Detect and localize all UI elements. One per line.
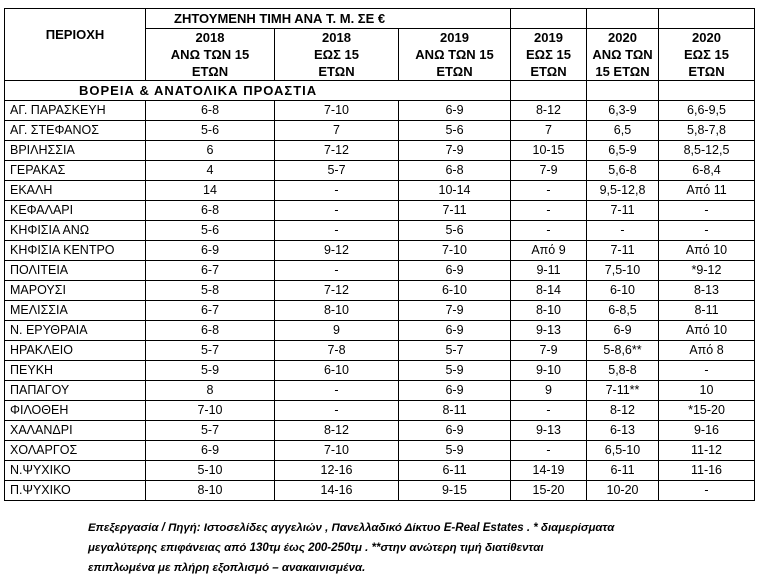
region-name: ΚΗΦΙΣΙΑ ΚΕΝΤΡΟ <box>5 241 146 261</box>
price-cell: 7-11 <box>587 241 659 261</box>
price-cell: 6-9 <box>146 441 275 461</box>
region-name: ΦΙΛΟΘΕΗ <box>5 401 146 421</box>
price-cell: 5,6-8 <box>587 161 659 181</box>
table-row <box>5 401 755 421</box>
price-cell: 5-6 <box>146 221 275 241</box>
table-row <box>5 281 755 301</box>
table-body <box>5 9 755 501</box>
price-cell: 10-15 <box>511 141 587 161</box>
section-row <box>5 81 755 101</box>
price-cell: Από 10 <box>659 321 755 341</box>
column-year: 2020 <box>608 30 637 45</box>
table-row <box>5 321 755 341</box>
price-cell: 6,6-9,5 <box>659 101 755 121</box>
price-cell: 7 <box>511 121 587 141</box>
price-cell: 6,5-10 <box>587 441 659 461</box>
price-cell: 6-7 <box>146 301 275 321</box>
price-cell: 6-8,5 <box>587 301 659 321</box>
price-cell: 8-13 <box>659 281 755 301</box>
table-row <box>5 421 755 441</box>
region-name: ΗΡΑΚΛΕΙΟ <box>5 341 146 361</box>
source-note-line: επιπλωμένα με πλήρη εξοπλισμό – ανακαινισμένα. <box>88 562 366 574</box>
column-year: 2018 <box>195 30 225 45</box>
price-cell: 15-20 <box>511 481 587 501</box>
price-cell: 6-9 <box>399 321 511 341</box>
price-cell: 5-7 <box>399 341 511 361</box>
region-name: Π.ΨΥΧΙΚΟ <box>5 481 146 501</box>
column-age: ΑΝΩ ΤΩΝ <box>592 47 653 62</box>
source-note-line: μεγαλύτερης επιφάνειας από 130τμ έως 200-250τμ . **στην ανώτερη τιμή διατίθενται <box>88 542 544 554</box>
region-name: ΠΟΛΙΤΕΙΑ <box>5 261 146 281</box>
source-note <box>88 518 728 578</box>
region-name: ΜΕΛΙΣΣΙΑ <box>5 301 146 321</box>
price-cell: - <box>587 221 659 241</box>
price-cell: 8-12 <box>511 101 587 121</box>
price-cell: - <box>275 201 399 221</box>
column-age: ΑΝΩ ΤΩΝ 15 <box>170 47 250 62</box>
price-cell: 6-8,4 <box>659 161 755 181</box>
price-cell: - <box>275 261 399 281</box>
price-cell: 8-11 <box>399 401 511 421</box>
column-year: 2019 <box>534 30 563 45</box>
price-cell: 5-6 <box>399 121 511 141</box>
column-header <box>511 29 587 81</box>
price-cell: 5-9 <box>399 441 511 461</box>
price-cell: - <box>659 481 755 501</box>
price-cell: 7-12 <box>275 141 399 161</box>
region-name: ΜΑΡΟΥΣΙ <box>5 281 146 301</box>
price-cell: 11-12 <box>659 441 755 461</box>
price-cell: 14-16 <box>275 481 399 501</box>
price-cell: 6,5 <box>587 121 659 141</box>
region-header: ΠΕΡΙΟΧΗ <box>5 9 146 81</box>
price-cell: 6-11 <box>399 461 511 481</box>
price-cell: 8-11 <box>659 301 755 321</box>
price-cell: 7-11 <box>399 201 511 221</box>
region-name: ΕΚΑΛΗ <box>5 181 146 201</box>
price-cell: - <box>511 221 587 241</box>
price-cell: Από 8 <box>659 341 755 361</box>
price-cell: 5,8-8 <box>587 361 659 381</box>
price-cell: 9 <box>511 381 587 401</box>
price-cell: 7 <box>275 121 399 141</box>
price-cell: Από 10 <box>659 241 755 261</box>
empty-header-cell <box>587 9 659 29</box>
region-name: ΓΕΡΑΚΑΣ <box>5 161 146 181</box>
price-cell: 6-9 <box>146 241 275 261</box>
column-age: ΕΩΣ 15 <box>526 47 571 62</box>
price-cell: 6-8 <box>146 321 275 341</box>
price-cell: 6-8 <box>146 201 275 221</box>
region-name: ΧΑΛΑΝΔΡΙ <box>5 421 146 441</box>
price-cell: 14 <box>146 181 275 201</box>
price-cell: 5-7 <box>146 421 275 441</box>
region-name: ΧΟΛΑΡΓΟΣ <box>5 441 146 461</box>
column-age-unit: ΕΤΩΝ <box>191 64 229 79</box>
table-row <box>5 441 755 461</box>
price-cell: 7-11 <box>587 201 659 221</box>
price-cell: - <box>275 401 399 421</box>
price-cell: 7-8 <box>275 341 399 361</box>
title-row <box>5 9 755 29</box>
price-cell: Από 9 <box>511 241 587 261</box>
region-name: ΚΕΦΑΛΑΡΙ <box>5 201 146 221</box>
section-heading: ΒΟΡΕΙΑ & ΑΝΑΤΟΛΙΚΑ ΠΡΟΑΣΤΙΑ <box>5 81 511 101</box>
price-cell: 7-9 <box>511 161 587 181</box>
price-cell: - <box>275 181 399 201</box>
column-year: 2020 <box>692 30 721 45</box>
price-cell: 6-9 <box>587 321 659 341</box>
empty-cell <box>587 81 659 101</box>
price-cell: 6-9 <box>399 261 511 281</box>
column-age-unit: ΕΤΩΝ <box>688 64 725 79</box>
region-name: ΠΑΠΑΓΟΥ <box>5 381 146 401</box>
region-name: ΒΡΙΛΗΣΣΙΑ <box>5 141 146 161</box>
table-row <box>5 301 755 321</box>
price-cell: 5-7 <box>146 341 275 361</box>
price-cell: 5-6 <box>399 221 511 241</box>
price-cell: 4 <box>146 161 275 181</box>
price-cell: 7-9 <box>511 341 587 361</box>
price-cell: 8,5-12,5 <box>659 141 755 161</box>
price-cell: 7-12 <box>275 281 399 301</box>
price-cell: 10-20 <box>587 481 659 501</box>
price-cell: 7-10 <box>399 241 511 261</box>
price-title-header: ΖΗΤΟΥΜΕΝΗ ΤΙΜΗ ΑΝΑ Τ. Μ. ΣΕ € <box>146 9 511 29</box>
price-cell: 6-11 <box>587 461 659 481</box>
price-table-wrapper <box>4 8 755 501</box>
price-cell: 8 <box>146 381 275 401</box>
price-cell: 6-10 <box>275 361 399 381</box>
price-cell: 7,5-10 <box>587 261 659 281</box>
price-cell: 6-10 <box>587 281 659 301</box>
price-cell: 8-12 <box>275 421 399 441</box>
price-cell: 6 <box>146 141 275 161</box>
price-cell: 9-13 <box>511 421 587 441</box>
price-cell: 9-16 <box>659 421 755 441</box>
empty-header-cell <box>659 9 755 29</box>
column-header <box>659 29 755 81</box>
price-cell: 6-9 <box>399 421 511 441</box>
price-cell: - <box>659 361 755 381</box>
table-row <box>5 341 755 361</box>
price-cell: 6-8 <box>146 101 275 121</box>
table-row <box>5 181 755 201</box>
table-row <box>5 481 755 501</box>
price-cell: 9-15 <box>399 481 511 501</box>
column-age: ΑΝΩ ΤΩΝ 15 <box>415 47 494 62</box>
price-cell: 7-9 <box>399 141 511 161</box>
table-row <box>5 141 755 161</box>
price-cell: 7-9 <box>399 301 511 321</box>
column-age-unit: 15 ΕΤΩΝ <box>595 64 650 79</box>
price-cell: 9-11 <box>511 261 587 281</box>
price-cell: 6,3-9 <box>587 101 659 121</box>
empty-header-cell <box>511 9 587 29</box>
price-cell: - <box>275 381 399 401</box>
price-cell: 6-13 <box>587 421 659 441</box>
price-cell: 6-7 <box>146 261 275 281</box>
column-header <box>146 29 275 81</box>
region-name: Ν. ΕΡΥΘΡΑΙΑ <box>5 321 146 341</box>
price-cell: 9-12 <box>275 241 399 261</box>
price-cell: Από 11 <box>659 181 755 201</box>
price-cell: 5-9 <box>399 361 511 381</box>
empty-cell <box>659 81 755 101</box>
price-cell: 6-10 <box>399 281 511 301</box>
price-cell: - <box>511 441 587 461</box>
price-cell: 7-10 <box>275 101 399 121</box>
price-cell: 5-10 <box>146 461 275 481</box>
table-row <box>5 101 755 121</box>
price-cell: 9 <box>275 321 399 341</box>
price-cell: 7-10 <box>146 401 275 421</box>
column-age-unit: ΕΤΩΝ <box>436 64 473 79</box>
table-row <box>5 461 755 481</box>
price-cell: - <box>511 201 587 221</box>
table-row <box>5 261 755 281</box>
price-cell: 8-10 <box>146 481 275 501</box>
price-cell: 11-16 <box>659 461 755 481</box>
price-cell: *9-12 <box>659 261 755 281</box>
column-header <box>399 29 511 81</box>
price-cell: 7-10 <box>275 441 399 461</box>
price-table <box>4 8 755 501</box>
column-year: 2018 <box>322 30 351 45</box>
column-header <box>587 29 659 81</box>
table-row <box>5 221 755 241</box>
table-row <box>5 161 755 181</box>
price-cell: - <box>275 221 399 241</box>
empty-cell <box>511 81 587 101</box>
price-cell: 8-14 <box>511 281 587 301</box>
price-cell: 5-9 <box>146 361 275 381</box>
price-cell: - <box>659 201 755 221</box>
source-note-line: Επεξεργασία / Πηγή: Ιστοσελίδες αγγελιών , Πανελλαδικό Δίκτυο E-Real Estates . * διαμερίσματα <box>88 522 615 534</box>
table-row <box>5 121 755 141</box>
price-cell: 5-8,6** <box>587 341 659 361</box>
price-cell: 5,8-7,8 <box>659 121 755 141</box>
price-cell: 6-9 <box>399 101 511 121</box>
table-row <box>5 241 755 261</box>
price-cell: 6-9 <box>399 381 511 401</box>
table-row <box>5 381 755 401</box>
price-cell: - <box>659 221 755 241</box>
column-age-unit: ΕΤΩΝ <box>530 64 567 79</box>
price-cell: 6-8 <box>399 161 511 181</box>
price-cell: - <box>511 181 587 201</box>
table-row <box>5 201 755 221</box>
column-year: 2019 <box>440 30 469 45</box>
price-cell: 9,5-12,8 <box>587 181 659 201</box>
price-cell: 5-7 <box>275 161 399 181</box>
price-cell: 6,5-9 <box>587 141 659 161</box>
price-cell: 8-10 <box>511 301 587 321</box>
region-name: Ν.ΨΥΧΙΚΟ <box>5 461 146 481</box>
region-name: ΠΕΥΚΗ <box>5 361 146 381</box>
table-row <box>5 361 755 381</box>
price-cell: 12-16 <box>275 461 399 481</box>
price-cell: 5-8 <box>146 281 275 301</box>
price-cell: *15-20 <box>659 401 755 421</box>
price-cell: 14-19 <box>511 461 587 481</box>
region-name: ΚΗΦΙΣΙΑ ΑΝΩ <box>5 221 146 241</box>
price-cell: 8-12 <box>587 401 659 421</box>
region-name: ΑΓ. ΠΑΡΑΣΚΕΥΗ <box>5 101 146 121</box>
column-age-unit: ΕΤΩΝ <box>318 64 355 79</box>
price-cell: - <box>511 401 587 421</box>
region-name: ΑΓ. ΣΤΕΦΑΝΟΣ <box>5 121 146 141</box>
column-age: ΕΩΣ 15 <box>314 47 359 62</box>
price-cell: 9-10 <box>511 361 587 381</box>
price-cell: 8-10 <box>275 301 399 321</box>
price-cell: 10-14 <box>399 181 511 201</box>
column-header <box>275 29 399 81</box>
price-cell: 7-11** <box>587 381 659 401</box>
column-age: ΕΩΣ 15 <box>684 47 729 62</box>
price-cell: 5-6 <box>146 121 275 141</box>
price-cell: 10 <box>659 381 755 401</box>
price-cell: 9-13 <box>511 321 587 341</box>
